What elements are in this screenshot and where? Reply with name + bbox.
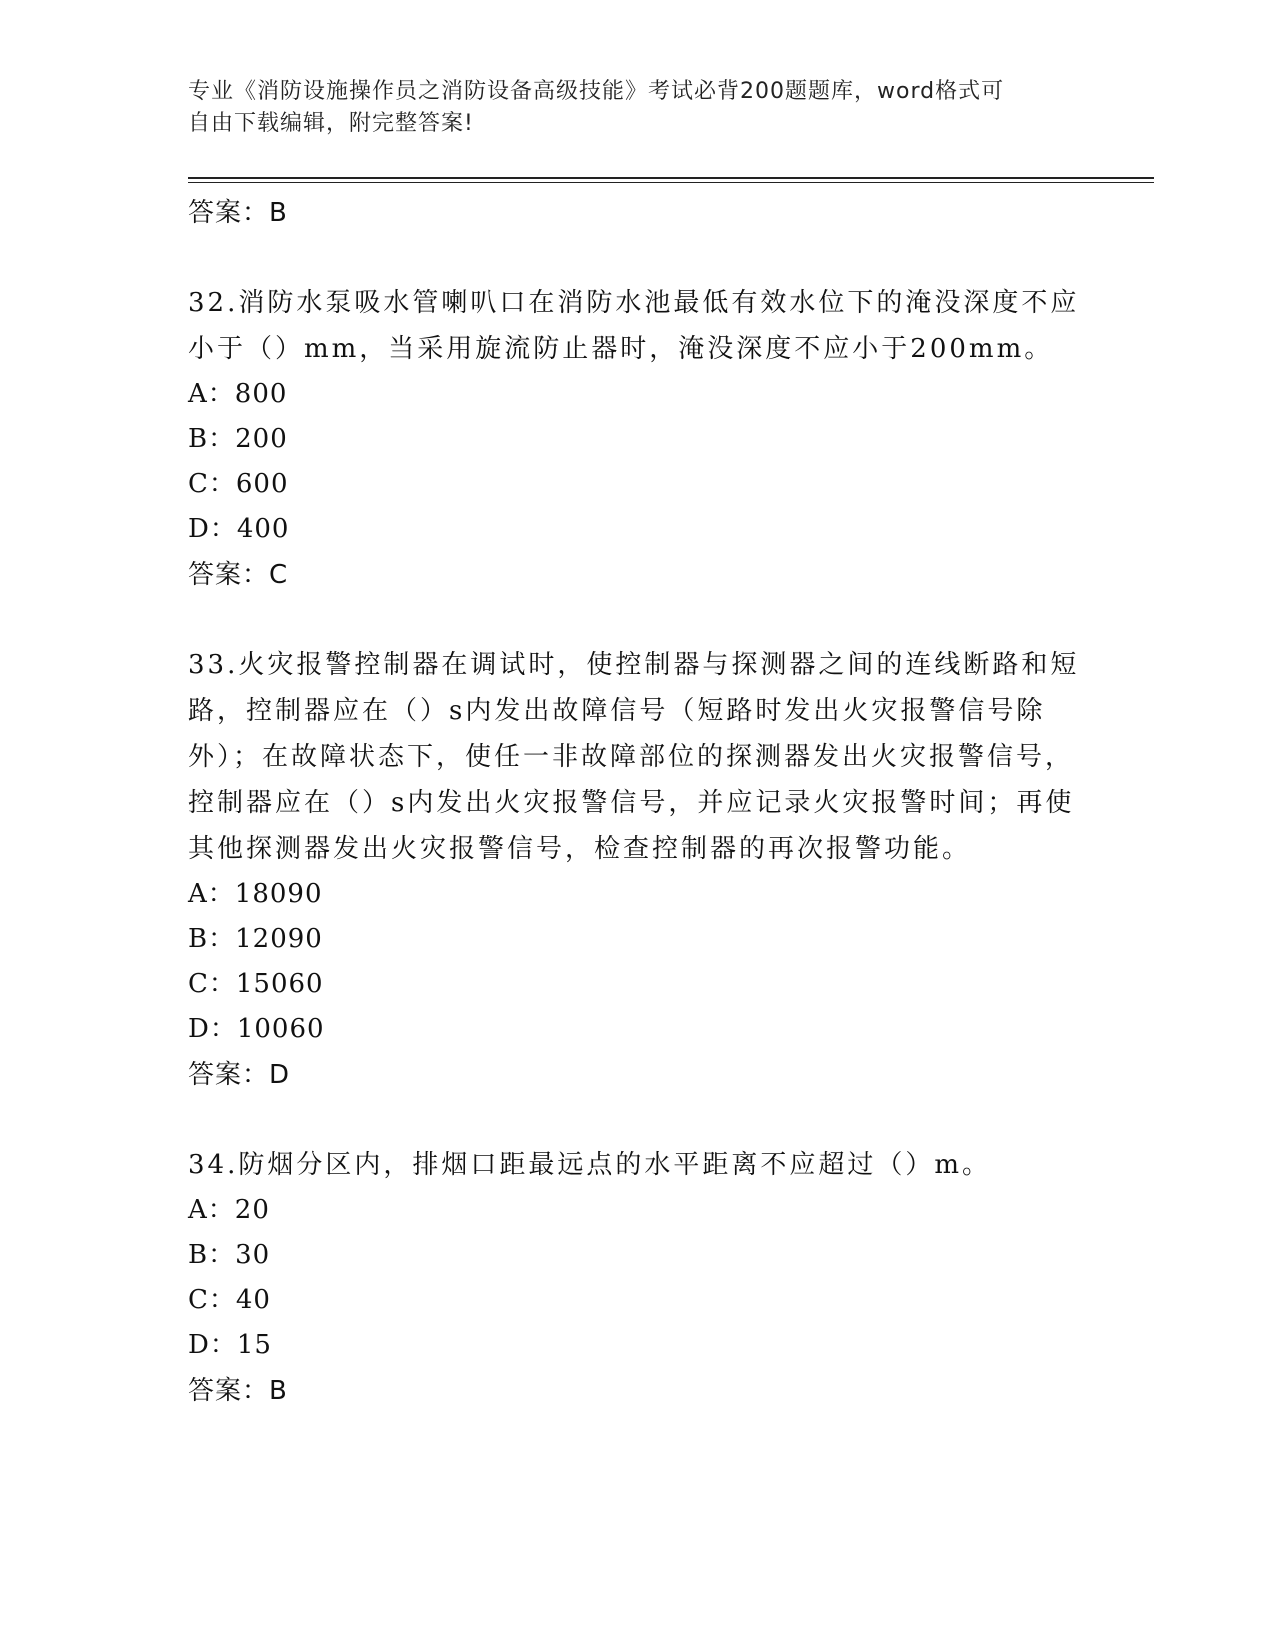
option-a: A：20 xyxy=(188,1195,270,1225)
option-d: D：15 xyxy=(188,1330,272,1360)
answer: 答案：B xyxy=(188,1376,288,1406)
answer: 答案：D xyxy=(188,1060,291,1090)
header-divider-thin xyxy=(188,182,1154,183)
option-b: B：200 xyxy=(188,424,288,454)
question-text: 32.消防水泵吸水管喇叭口在消防水池最低有效水位下的淹没深度不应小于（）mm，当采用旋流防止器时，淹没深度不应小于200mm。 xyxy=(188,288,1080,364)
option-c: C：15060 xyxy=(188,969,324,999)
document-header xyxy=(188,76,1068,140)
option-c: C：600 xyxy=(188,469,289,499)
option-c: C：40 xyxy=(188,1285,271,1315)
option-d: D：400 xyxy=(188,514,290,544)
option-d: D：10060 xyxy=(188,1014,325,1044)
previous-answer: 答案：B xyxy=(188,198,288,228)
header-divider-thick xyxy=(188,177,1154,179)
option-a: A：18090 xyxy=(188,879,323,909)
header-line-1: 专业《消防设施操作员之消防设备高级技能》考试必背200题题库，word格式可 xyxy=(188,79,1005,104)
question-list xyxy=(188,190,1088,1414)
question-33 xyxy=(188,642,1088,1098)
question-text: 33.火灾报警控制器在调试时，使控制器与探测器之间的连线断路和短路，控制器应在（）s内发出故障信号（短路时发出火灾报警信号除外）；在故障状态下，使任一非故障部位的探测器发出火灾报警信号，控制器应在（）s内发出火灾报警信号，并应记录火灾报警时间；再使其他探测器发出火灾报警信号，检查控制器的再次报警功能。 xyxy=(188,650,1080,864)
header-line-2: 自由下载编辑，附完整答案! xyxy=(188,111,474,136)
question-32 xyxy=(188,280,1088,598)
option-b: B：30 xyxy=(188,1240,271,1270)
answer: 答案：C xyxy=(188,560,289,590)
option-b: B：12090 xyxy=(188,924,323,954)
option-a: A：800 xyxy=(188,379,288,409)
question-34 xyxy=(188,1142,1088,1414)
question-text: 34.防烟分区内，排烟口距最远点的水平距离不应超过（）m。 xyxy=(188,1150,992,1180)
